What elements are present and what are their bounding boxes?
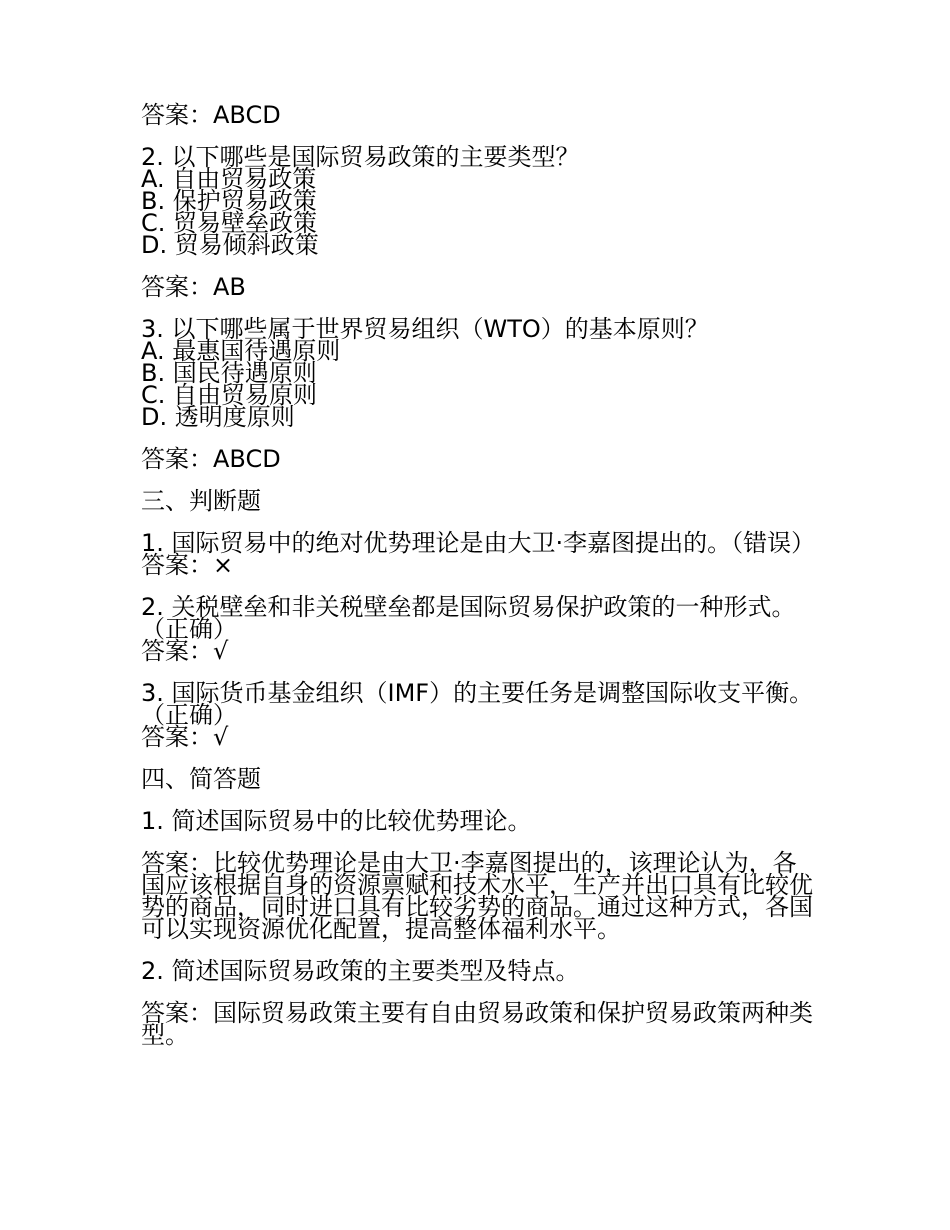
question-2 <box>141 143 816 259</box>
option-d: D. 贸易倾斜政策 <box>141 231 319 259</box>
question-title: 3. 以下哪些属于世界贸易组织（WTO）的基本原则？ <box>141 315 709 343</box>
answer-line: 答案：AB <box>141 273 246 301</box>
option-d: D. 透明度原则 <box>141 403 295 431</box>
option-b: B. 国民待遇原则 <box>141 359 317 387</box>
option-c: C. 自由贸易原则 <box>141 381 318 409</box>
option-c: C. 贸易壁垒政策 <box>141 209 318 237</box>
judge-answer: 答案：× <box>141 551 234 579</box>
section-heading-true-false: 三、判断题 <box>141 487 261 515</box>
judge-statement: 3. 国际货币基金组织（IMF）的主要任务是调整国际收支平衡。（正确） <box>141 679 814 729</box>
short-question-2: 2. 简述国际贸易政策的主要类型及特点。 <box>141 957 580 985</box>
judge-answer: 答案：√ <box>141 723 229 751</box>
judge-item-3 <box>141 679 816 751</box>
short-answer-2: 答案：国际贸易政策主要有自由贸易政策和保护贸易政策两种类型。 <box>141 999 813 1049</box>
section-heading-short-answer: 四、简答题 <box>141 765 261 793</box>
judge-answer: 答案：√ <box>141 637 229 665</box>
judge-item-1 <box>141 529 816 579</box>
judge-item-2 <box>141 593 816 665</box>
option-b: B. 保护贸易政策 <box>141 187 317 215</box>
question-title: 2. 以下哪些是国际贸易政策的主要类型？ <box>141 143 580 171</box>
judge-statement: 1. 国际贸易中的绝对优势理论是由大卫·李嘉图提出的。（错误） <box>141 529 816 557</box>
answer-line: 答案：ABCD <box>141 101 281 129</box>
judge-statement: 2. 关税壁垒和非关税壁垒都是国际贸易保护政策的一种形式。（正确） <box>141 593 796 643</box>
short-question-1: 1. 简述国际贸易中的比较优势理论。 <box>141 807 532 835</box>
document-page <box>141 101 816 1066</box>
option-a: A. 自由贸易政策 <box>141 165 317 193</box>
question-3 <box>141 315 816 431</box>
answer-line: 答案：ABCD <box>141 445 281 473</box>
option-a: A. 最惠国待遇原则 <box>141 337 341 365</box>
short-answer-1: 答案：比较优势理论是由大卫·李嘉图提出的，该理论认为，各国应该根据自身的资源禀赋和技术水平，生产并出口具有比较优势的商品，同时进口具有比较劣势的商品。通过这种方式，各国可以实现资源优化配置，提高整体福利水平。 <box>141 849 813 943</box>
